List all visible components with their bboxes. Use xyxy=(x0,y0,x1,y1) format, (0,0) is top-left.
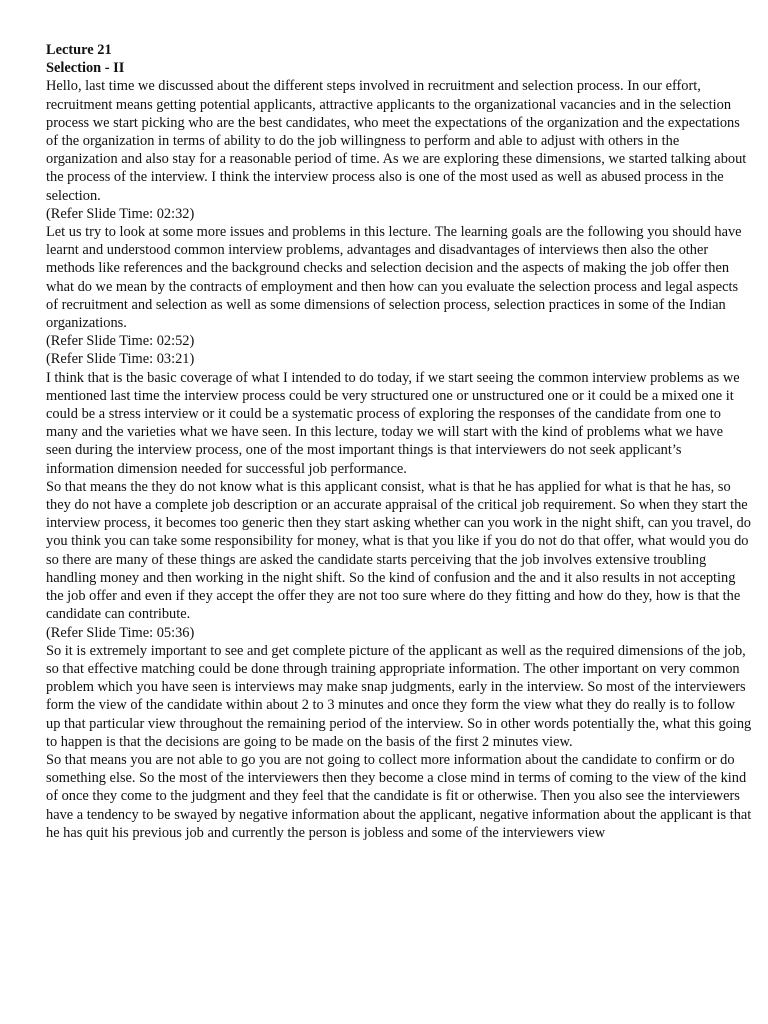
slide-time-reference: (Refer Slide Time: 02:32) xyxy=(46,205,195,222)
paragraph-learning-goals: Let us try to look at some more issues and problems in this lecture. The learning goals are the following you should have learnt and understood common interview problems, advantages and disadvantages of interviews then also the other methods like references and the background checks and selection decision and the aspects of making the job offer then what do we mean by the contracts of employment and then how can you evaluate the selection process and legal aspects of recruitment and selection as well as some dimensions of selection process, selection practices in some of the Indian organizations. xyxy=(46,224,742,332)
document-page xyxy=(46,41,752,842)
section-title: Selection - II xyxy=(46,60,125,77)
slide-time-reference: (Refer Slide Time: 05:36) xyxy=(46,624,195,641)
paragraph-interview-problems: I think that is the basic coverage of what I intended to do today, if we start seeing the common interview problems as we mentioned last time the interview process could be very structured one or unstructured one or it could be a mixed one it could be a stress interview or it could be a systematic process of exploring the responses of the candidate from one to many and the varieties what we have seen. In this lecture, today we will start with the kind of problems what we have seen during the interview process, one of the most important things is that interviewers do not seek applicant’s information dimension needed for successful job performance. xyxy=(46,369,740,477)
lecture-title: Lecture 21 xyxy=(46,42,112,58)
paragraph-snap-judgments: So it is extremely important to see and get complete picture of the applicant as well as the required dimensions of the job, so that effective matching could be done through training appropriate information. The other important on very common problem which you have seen is interviews may make snap judgments, early in the interview. So most of the interviewers form the view of the candidate within about 2 to 3 minutes and once they form the view what they do really is to follow up that particular view throughout the remaining period of the interview. So in other words potentially the, what this going to happen is that the decisions are going to be made on the basis of the first 2 minutes view. xyxy=(46,642,752,750)
paragraph-job-description: So that means the they do not know what is this applicant consist, what is that he has applied for what is that he has, so they do not have a complete job description or an accurate appraisal of the critical job requirement. So when they start the interview process, it becomes too generic then they start asking whether can you work in the night shift, can you travel, do you think you can take some responsibility for money, what is that you like if you do not do that offer, what would you do so there are many of these things are asked the candidate starts perceiving that the job involves extensive troubling handling money and then working in the night shift. So the kind of confusion and the and it also results in not accepting the job offer and even if they accept the offer they are not too sure where do they fitting and how do they, how is that the candidate can contribute. xyxy=(46,478,751,623)
slide-time-reference: (Refer Slide Time: 02:52) xyxy=(46,333,195,350)
slide-time-reference: (Refer Slide Time: 03:21) xyxy=(46,351,195,368)
paragraph-intro: Hello, last time we discussed about the different steps involved in recruitment and selection process. In our effort, recruitment means getting potential applicants, attractive applicants to the organizational vacancies and in the selection process we start picking who are the best candidates, who meet the expectations of the organization and the expectations of the organization in terms of ability to do the job willingness to perform and able to adjust with others in the organization and also stay for a reasonable period of time. As we are exploring these dimensions, we started talking about the process of the interview. I think the interview process also is one of the most used as well as abused process in the selection. xyxy=(46,78,747,204)
paragraph-negative-information: So that means you are not able to go you are not going to collect more information about the candidate to confirm or do something else. So the most of the interviewers then they become a close mind in terms of coming to the view of the kind of once they come to the judgment and they feel that the candidate is fit or otherwise. Then you also see the interviewers have a tendency to be swayed by negative information about the applicant, negative information about the applicant is that he has quit his previous job and currently the person is jobless and some of the interviewers view xyxy=(46,751,752,841)
